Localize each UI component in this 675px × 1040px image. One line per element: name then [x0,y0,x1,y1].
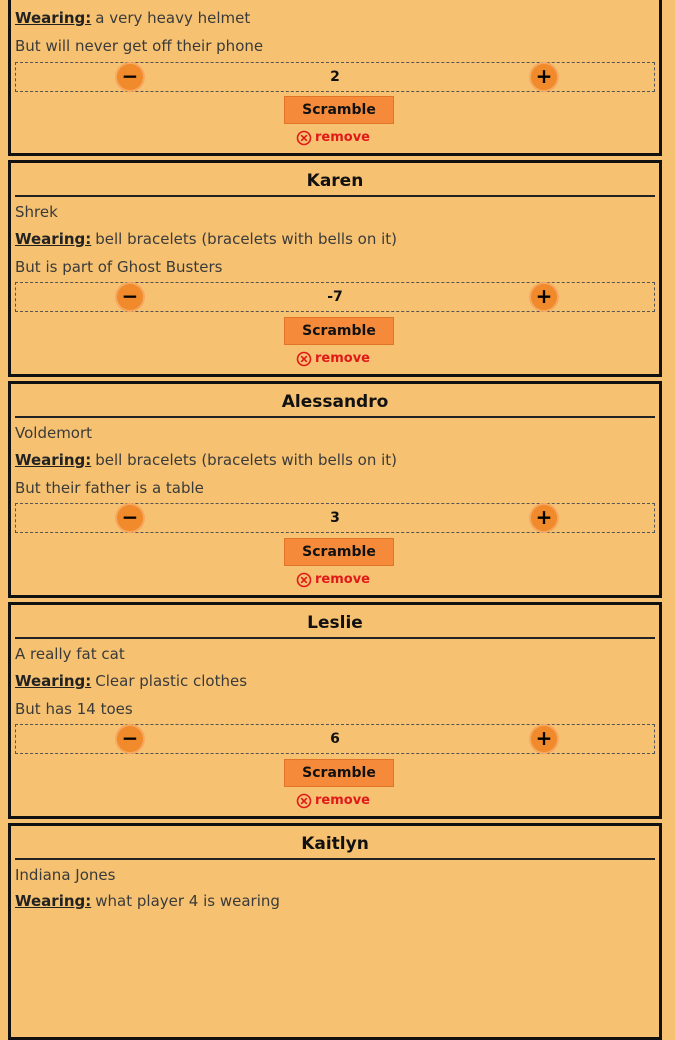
wearing-line [15,9,250,27]
character-line: Indiana Jones [15,866,116,884]
score-value: 3 [330,510,340,526]
wearing-value: bell bracelets (bracelets with bells on it) [95,451,398,469]
remove-circle-x-icon [296,130,312,146]
character-line: Shrek [15,203,58,221]
scramble-button[interactable]: Scramble [284,96,394,124]
score-counter [15,282,655,312]
increment-button[interactable]: + [531,64,557,90]
but-line: But will never get off their phone [15,37,264,55]
increment-button[interactable]: + [531,726,557,752]
remove-button[interactable] [296,129,386,147]
player-card [8,381,662,598]
character-line: Voldemort [15,424,93,442]
decrement-button[interactable]: − [117,505,143,531]
decrement-button[interactable]: − [117,64,143,90]
wearing-label: Wearing: [15,451,92,469]
remove-label: remove [315,130,370,145]
remove-label: remove [315,572,370,587]
increment-button[interactable]: + [531,284,557,310]
score-value: 6 [330,731,340,747]
wearing-value: a very heavy helmet [95,9,251,27]
player-card [8,160,662,377]
remove-circle-x-icon [296,793,312,809]
remove-label: remove [315,793,370,808]
remove-button[interactable] [296,792,386,810]
wearing-line [15,451,397,469]
score-value: 2 [330,69,340,85]
remove-circle-x-icon [296,351,312,367]
player-name: Leslie [15,611,655,639]
player-card [8,0,662,156]
scramble-button[interactable]: Scramble [284,538,394,566]
remove-button[interactable] [296,571,386,589]
wearing-line [15,672,247,690]
but-line: But has 14 toes [15,700,133,718]
wearing-line [15,230,397,248]
wearing-label: Wearing: [15,892,92,910]
decrement-button[interactable]: − [117,284,143,310]
but-line: But their father is a table [15,479,204,497]
player-name: Kaitlyn [15,832,655,860]
wearing-value: what player 4 is wearing [95,892,280,910]
wearing-value: bell bracelets (bracelets with bells on it) [95,230,398,248]
character-line: A really fat cat [15,645,125,663]
score-counter [15,503,655,533]
remove-button[interactable] [296,350,386,368]
increment-button[interactable]: + [531,505,557,531]
scramble-button[interactable]: Scramble [284,317,394,345]
decrement-button[interactable]: − [117,726,143,752]
wearing-label: Wearing: [15,9,92,27]
player-name: Karen [15,169,655,197]
wearing-value: Clear plastic clothes [95,672,248,690]
score-counter [15,724,655,754]
remove-circle-x-icon [296,572,312,588]
scramble-button[interactable]: Scramble [284,759,394,787]
player-name: Alessandro [15,390,655,418]
score-value: -7 [327,289,343,305]
score-counter [15,62,655,92]
player-card [8,823,662,1040]
wearing-line [15,892,280,910]
player-card [8,602,662,819]
wearing-label: Wearing: [15,672,92,690]
wearing-label: Wearing: [15,230,92,248]
but-line: But is part of Ghost Busters [15,258,223,276]
remove-label: remove [315,351,370,366]
